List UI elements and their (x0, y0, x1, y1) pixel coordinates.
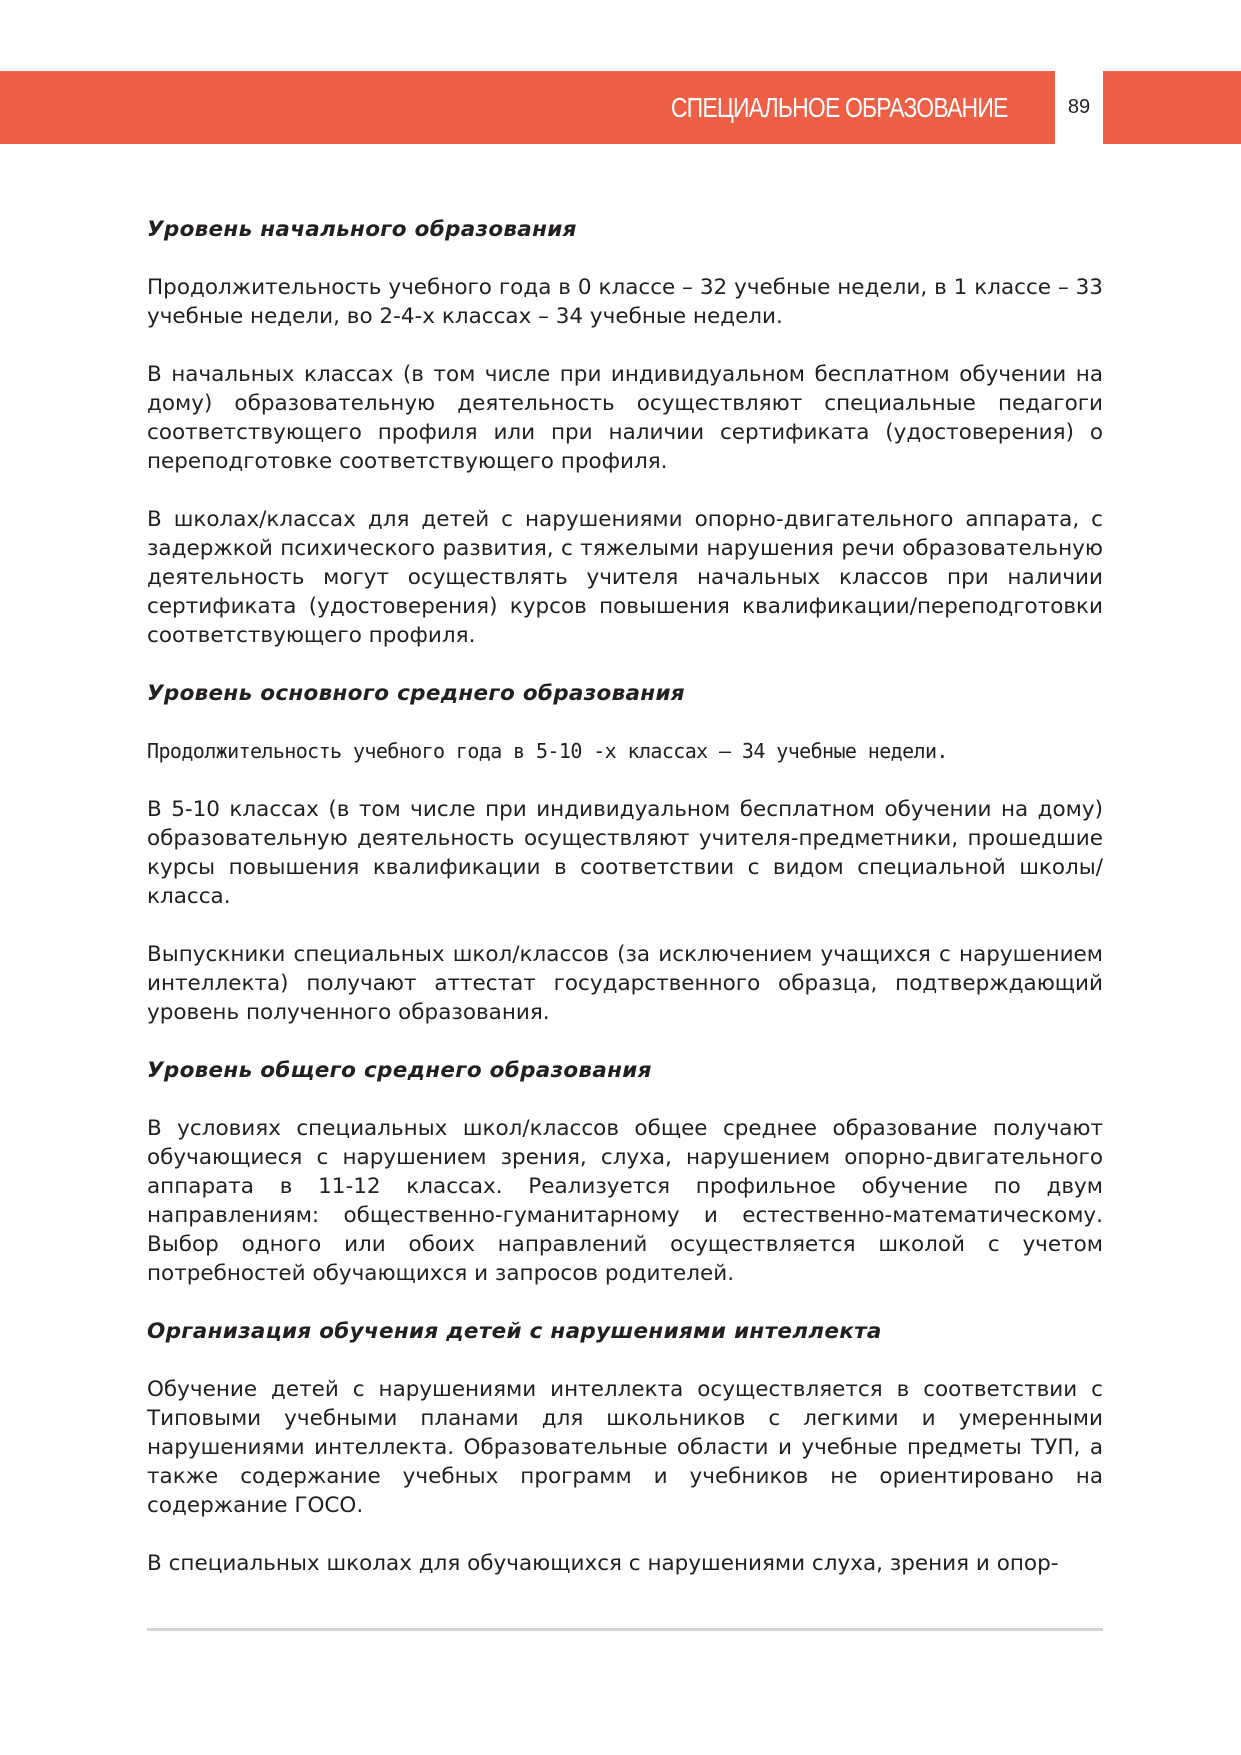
header-tab (1103, 71, 1241, 144)
paragraph: В школах/классах для детей с нарушениями опорно-двигательного аппарата, с задержкой психического развития, с тяжелыми нарушения речи образовательную деятельность могут осуществлять учителя начальных классов при наличии сертификата (удостоверения) курсов повышения квалификации/переподготовки соответствующего профиля. (147, 507, 1103, 648)
section-title: СПЕЦИАЛЬНОЕ ОБРАЗОВАНИЕ (670, 92, 1007, 123)
section-heading: Уровень общего среднего образования (147, 1058, 652, 1083)
page-content (147, 215, 1103, 1578)
footer-rule (147, 1628, 1103, 1631)
paragraph: В 5-10 классах (в том числе при индивидуальном бесплатном обучении на дому) образовательную деятельность осуществляют учителя-предметники, прошедшие курсы повышения квалификации в соответствии с видом специальной школы/класса. (147, 797, 1103, 909)
header-band (0, 71, 1055, 144)
paragraph: Продолжительность учебного года в 5-10 -х классах – 34 учебные недели. (147, 739, 948, 763)
section-heading: Организация обучения детей с нарушениями интеллекта (147, 1319, 882, 1344)
paragraph: Выпускники специальных школ/классов (за исключением учащихся с нарушением интеллекта) получают аттестат государственного образца, подтверждающий уровень полученного образования. (147, 942, 1103, 1025)
section-heading: Уровень основного среднего образования (147, 681, 685, 706)
section-heading: Уровень начального образования (147, 217, 577, 242)
paragraph: Обучение детей с нарушениями интеллекта осуществляется в соответствии с Типовыми учебными планами для школьников с легкими и умеренными нарушениями интеллекта. Образовательные области и учебные предметы ТУП, а также содержание учебных программ и учебников не ориентировано на содержание ГОСО. (147, 1377, 1103, 1518)
paragraph: В начальных классах (в том числе при индивидуальном бесплатном обучении на дому) образовательную деятельность осуществляют специальные педагоги соответствующего профиля или при наличии сертификата (удостоверения) о переподготовке соответствующего профиля. (147, 362, 1103, 474)
paragraph: В специальных школах для обучающихся с нарушениями слуха, зрения и опор- (147, 1551, 1059, 1576)
paragraph: Продолжительность учебного года в 0 классе – 32 учебные недели, в 1 классе – 33 учебные недели, во 2-4-х классах – 34 учебные недели. (147, 275, 1103, 329)
page-number: 89 (1067, 96, 1091, 118)
paragraph: В условиях специальных школ/классов общее среднее образование получают обучающиеся с нарушением зрения, слуха, нарушением опорно-двигательного аппарата в 11-12 классах. Реализуется профильное обучение по двум направлениям: общественно-гуманитарному и естественно-математическому. Выбор одного или обоих направлений осуществляется школой с учетом потребностей обучающихся и запросов родителей. (147, 1116, 1103, 1286)
